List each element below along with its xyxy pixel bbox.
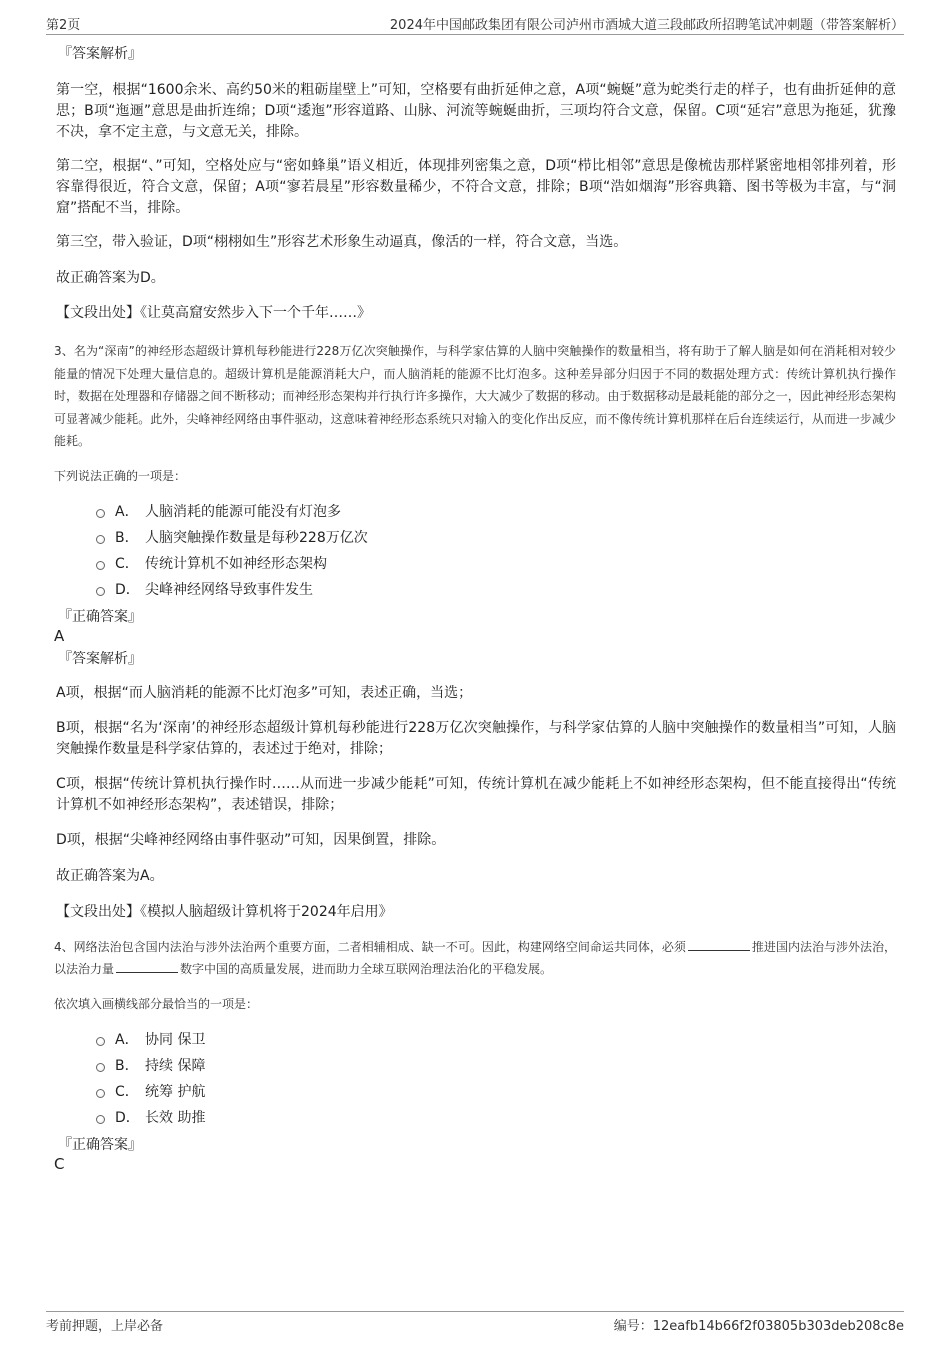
radio-icon[interactable] (96, 561, 105, 570)
q2-analysis-para-3: 第三空，带入验证，D项“栩栩如生”形容艺术形象生动逼真，像活的一样，符合文意，当选。 (56, 234, 628, 250)
q4-option-c[interactable]: C． 统筹 护航 (96, 1079, 896, 1105)
q3-analysis-d: D项，根据“尖峰神经网络由事件驱动”可知，因果倒置，排除。 (56, 831, 446, 848)
blank-2 (116, 961, 178, 973)
q3-option-d[interactable]: D． 尖峰神经网络导致事件发生 (96, 577, 896, 603)
blank-1 (688, 939, 750, 951)
page-header (46, 12, 904, 35)
q2-analysis-label: 『答案解析』 (58, 46, 142, 62)
q3-correct-answer: A (54, 626, 65, 645)
q3-option-c[interactable]: C． 传统计算机不如神经形态架构 (96, 551, 896, 577)
q3-source: 【文段出处】《模拟人脑超级计算机将于2024年启用》 (56, 903, 393, 920)
radio-icon[interactable] (96, 1089, 105, 1098)
q3-analysis-b: B项，根据“名为‘深南’的神经形态超级计算机每秒能进行228万亿次突触操作，与科学家估算的人脑中突触操作的数量相当”可知，人脑突触操作数量是科学家估算的，表述过于绝对，排除； (56, 719, 896, 757)
q3-stem: 3、名为“深南”的神经形态超级计算机每秒能进行228万亿次突触操作，与科学家估算的人脑中突触操作的数量相当，将有助于了解人脑是如何在消耗相对较少能量的情况下处理大量信息的。超级计算机是能源消耗大户，而人脑消耗的能源不比灯泡多。这种差异部分归因于不同的数据处理方式：传统计算机执行操作时，数据在处理器和存储器之间不断移动；而神经形态架构并行执行许多操作，大大减少了数据的移动。由于数据移动是最耗能的部分之一，因此神经形态架构可显著减少能耗。此外，尖峰神经网络由事件驱动，这意味着神经形态系统只对输入的变化作出反应，而不像传统计算机那样在后台连续运行，从而进一步减少能耗。 (54, 344, 896, 448)
q3-analysis-c: C项，根据“传统计算机执行操作时……从而进一步减少能耗”可知，传统计算机在减少能耗上不如神经形态架构，但不能直接得出“传统计算机不如神经形态架构”，表述错误，排除； (56, 775, 896, 813)
q4-correct-label: 『正确答案』 (58, 1136, 142, 1153)
q4-correct-answer: C (54, 1154, 65, 1173)
page-content (56, 44, 896, 1173)
q2-analysis-para-1: 第一空，根据“1600余米、高约50米的粗砺崖壁上”可知，空格要有曲折延伸之意，A项“蜿蜒”意为蛇类行走的样子，也有曲折延伸的意思；B项“迤逦”意思是曲折连绵；D项“逶迤”形容道路、山脉、河流等蜿蜒曲折，三项均符合文意，保留。C项“延宕”意思为拖延，犹豫不决，拿不定主意，与文意无关，排除。 (56, 82, 896, 140)
page-number: 第2页 (46, 18, 81, 33)
radio-icon[interactable] (96, 1037, 105, 1046)
q4-options (96, 1027, 896, 1131)
q2-source: 【文段出处】《让莫高窟安然步入下一个千年……》 (56, 305, 371, 321)
radio-icon[interactable] (96, 509, 105, 518)
q4-option-a[interactable]: A． 协同 保卫 (96, 1027, 896, 1053)
q3-analysis-label: 『答案解析』 (58, 650, 142, 667)
q3-correct-label: 『正确答案』 (58, 608, 142, 625)
radio-icon[interactable] (96, 535, 105, 544)
q2-conclusion: 故正确答案为D。 (56, 270, 165, 286)
q3-options (96, 499, 896, 603)
q2-analysis-para-2: 第二空，根据“、”可知，空格处应与“密如蜂巢”语义相近，体现排列密集之意，D项“栉比相邻”意思是像梳齿那样紧密地相邻排列着，形容靠得很近，符合文意，保留；A项“寥若晨星”形容数量稀少，不符合文意，排除；B项“浩如烟海”形容典籍、图书等极为丰富，与“洞窟”搭配不当，排除。 (56, 158, 896, 216)
q3-prompt: 下列说法正确的一项是： (54, 468, 187, 483)
radio-icon[interactable] (96, 1063, 105, 1072)
q4-option-b[interactable]: B． 持续 保障 (96, 1053, 896, 1079)
q3-option-b[interactable]: B． 人脑突触操作数量是每秒228万亿次 (96, 525, 896, 551)
q4-prompt: 依次填入画横线部分最恰当的一项是： (54, 996, 259, 1011)
q4-option-d[interactable]: D． 长效 助推 (96, 1105, 896, 1131)
radio-icon[interactable] (96, 1115, 105, 1124)
q3-option-a[interactable]: A． 人脑消耗的能源可能没有灯泡多 (96, 499, 896, 525)
footer-code: 编号：12eafb14b66f2f03805b303deb208c8e (613, 1319, 904, 1334)
document-title: 2024年中国邮政集团有限公司泸州市酒城大道三段邮政所招聘笔试冲刺题（带答案解析） (389, 18, 904, 33)
q4-stem: 4、网络法治包含国内法治与涉外法治两个重要方面，二者相辅相成、缺一不可。因此，构建网络空间命运共同体，必须 推进国内法治与涉外法治，以法治力量 数字中国的高质量发展，进而助力全球互联网治理法治化的平稳发展。 (54, 939, 896, 976)
footer-slogan: 考前押题，上岸必备 (46, 1319, 164, 1334)
radio-icon[interactable] (96, 587, 105, 596)
q3-analysis-a: A项，根据“而人脑消耗的能源不比灯泡多”可知，表述正确，当选； (56, 684, 473, 701)
q3-conclusion: 故正确答案为A。 (56, 867, 164, 884)
page-footer (46, 1311, 904, 1336)
